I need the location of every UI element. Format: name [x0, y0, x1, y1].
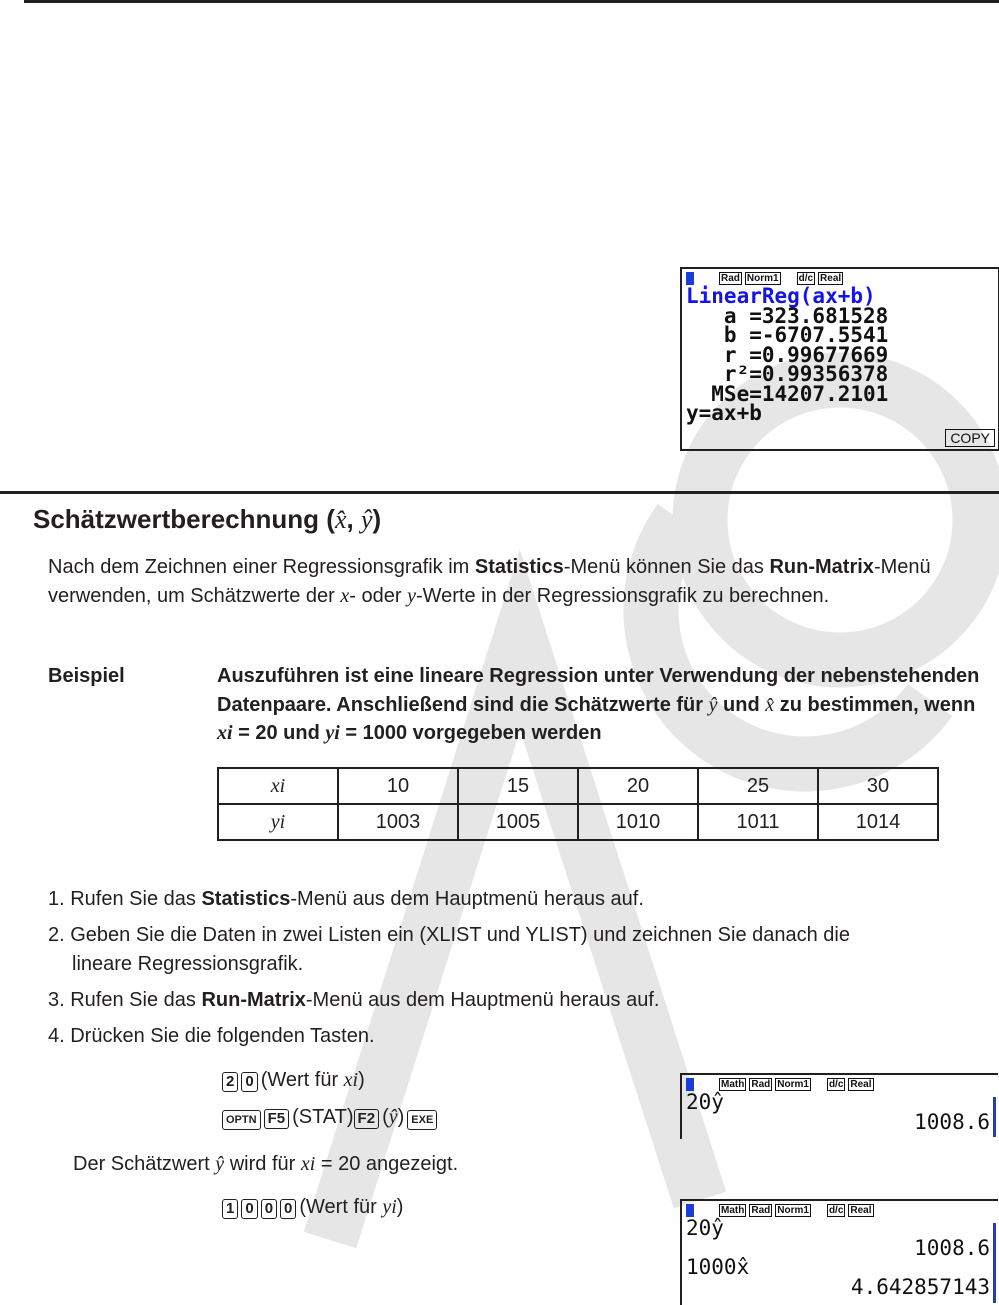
key-optn: OPTN: [222, 1110, 261, 1130]
scrollbar: [993, 1097, 996, 1137]
screen-line: LinearReg(ax+b): [686, 284, 876, 308]
screen-line: y=ax+b: [686, 401, 762, 425]
key-sequence-1: 2 0 (Wert für xi): [222, 1069, 365, 1092]
screen-line: 20ŷ: [686, 1216, 724, 1240]
battery-icon: [686, 1078, 694, 1091]
cell: 15: [458, 768, 578, 804]
step-4: 4. Drücken Sie die folgenden Tasten.: [48, 1025, 375, 1047]
section-rule: [0, 491, 999, 494]
key-f5: F5: [264, 1109, 290, 1129]
screen-line: 20ŷ: [686, 1090, 724, 1114]
step-1: 1. Rufen Sie das Statistics-Menü aus dem Hauptmenü heraus auf.: [48, 888, 644, 910]
status-tag: Real: [820, 272, 842, 284]
scrollbar: [993, 1223, 996, 1303]
cell: 25: [698, 768, 818, 804]
key-2: 2: [222, 1072, 238, 1092]
cell: 1010: [578, 804, 698, 840]
cell: 1011: [698, 804, 818, 840]
table-row: [218, 804, 938, 840]
data-table: [217, 767, 939, 841]
step-2: 2. Geben Sie die Daten in zwei Listen ein (XLIST und YLIST) und zeichnen Sie danach die lineare Regressionsgrafik.: [48, 924, 850, 975]
section-title: Schätzwertberechnung (x̂, ŷ): [33, 504, 382, 534]
cell: 30: [818, 768, 938, 804]
key-0: 0: [261, 1199, 277, 1219]
key-sequence-3: 1 0 0 0 (Wert für yi): [222, 1196, 403, 1219]
example-label: Beispiel: [48, 665, 125, 687]
cell: 1014: [818, 804, 938, 840]
calculator-screen-3: [680, 1199, 998, 1305]
key-0: 0: [280, 1199, 296, 1219]
battery-icon: [686, 1204, 694, 1217]
copy-button[interactable]: COPY: [945, 429, 995, 447]
screen-line: r =0.99677669: [686, 342, 889, 367]
screen-line: 4.642857143: [850, 1274, 990, 1299]
key-exe: EXE: [407, 1110, 437, 1130]
key-f2: F2: [354, 1109, 380, 1129]
row-header: xi: [218, 768, 338, 804]
result-text: Der Schätzwert ŷ wird für xi = 20 angezeigt.: [73, 1153, 459, 1175]
example-text: Auszuführen ist eine lineare Regression unter Verwendung der nebenstehenden Datenpaare. Anschließend sind die Schätzwerte für ŷ und x̂ zu bestimmen, wenn xi = 20 und yi = 1000 vorgegeben werden: [217, 665, 980, 744]
screen-line: MSe=14207.2101: [686, 381, 889, 406]
status-bar: Math Rad Norm1 d/c Real: [682, 1075, 998, 1093]
top-rule: [24, 0, 999, 3]
step-3: 3. Rufen Sie das Run-Matrix-Menü aus dem Hauptmenü heraus auf.: [48, 989, 660, 1011]
screen-line: 1000x̂: [686, 1255, 750, 1279]
screen-line: r²=0.99356378: [686, 362, 889, 386]
status-tag: Norm1: [746, 272, 779, 284]
cell: 1005: [458, 804, 578, 840]
key-0: 0: [241, 1199, 257, 1219]
cell: 10: [338, 768, 458, 804]
row-header: yi: [218, 804, 338, 840]
calculator-screen-2: [680, 1073, 998, 1139]
key-1: 1: [222, 1199, 238, 1219]
calculator-screen-linearreg: [680, 267, 999, 451]
status-tag: d/c: [798, 272, 814, 284]
screen-line: b =-6707.5541: [686, 323, 889, 347]
key-sequence-2: OPTN F5 (STAT) F2 (ŷ) EXE: [222, 1106, 440, 1130]
screen-line: 1008.6: [914, 1109, 990, 1134]
cell: 1003: [338, 804, 458, 840]
status-bar: Math Rad Norm1 d/c Real: [682, 1201, 998, 1219]
screen-line: 1008.6: [914, 1235, 990, 1260]
table-row: [218, 768, 938, 804]
screen-line: a =323.681528: [686, 303, 889, 328]
key-0: 0: [241, 1072, 257, 1092]
intro-paragraph: Nach dem Zeichnen einer Regressionsgrafik im Statistics-Menü können Sie das Run-Matrix-Menü verwenden, um Schätzwerte der x- oder y-Werte in der Regressionsgrafik zu berechnen.: [48, 556, 931, 607]
battery-icon: [686, 272, 694, 285]
cell: 20: [578, 768, 698, 804]
status-tag: Rad: [721, 272, 740, 284]
